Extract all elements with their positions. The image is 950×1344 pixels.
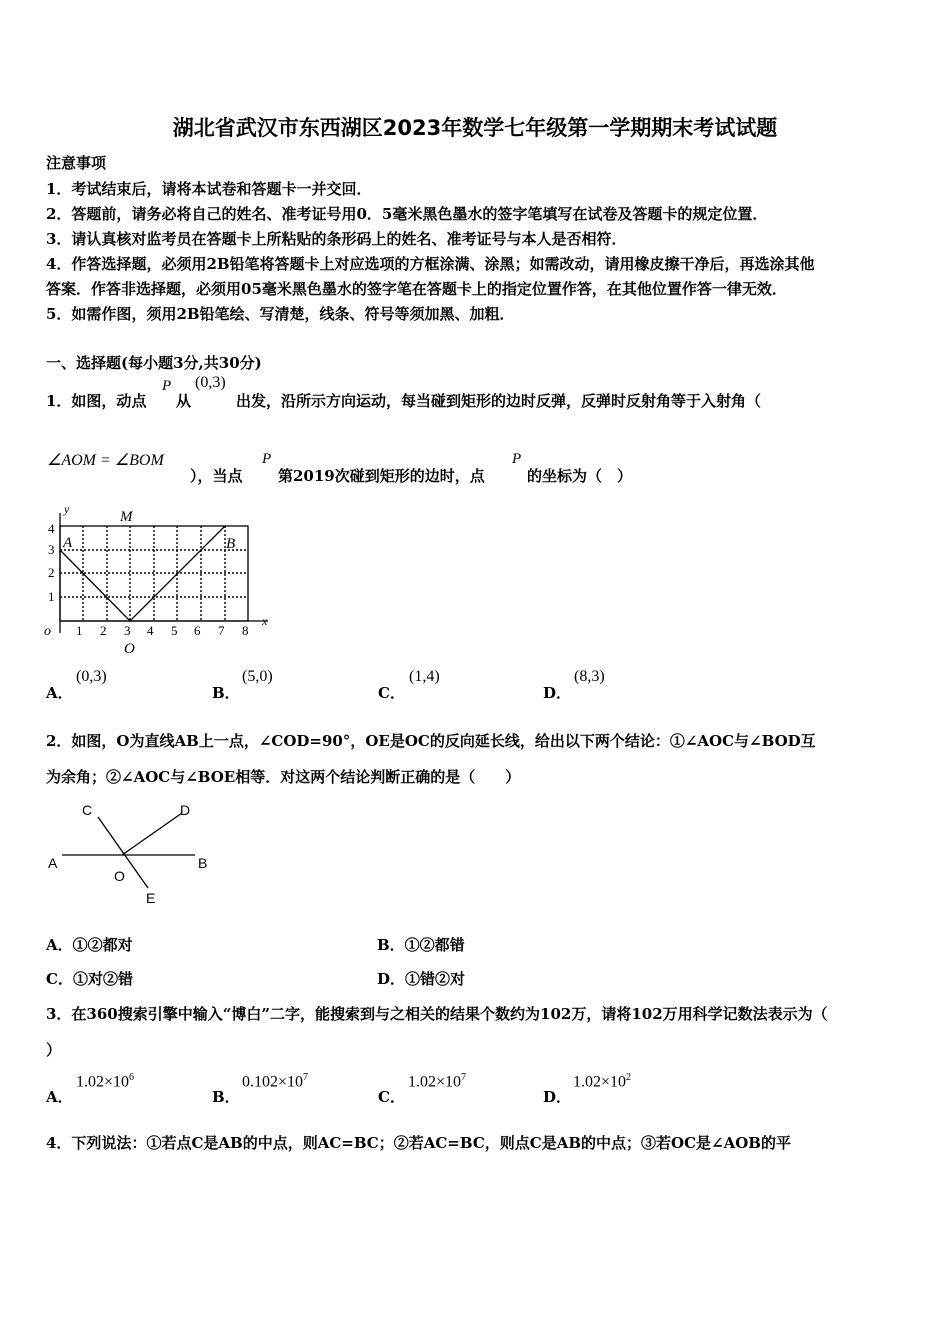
y-tick: 2	[48, 565, 55, 580]
q2-text: 为余角；②∠AOC与∠BOE相等．对这两个结论判断正确的是（ ）	[46, 768, 521, 786]
label-b: B	[226, 536, 236, 552]
q1-text: 从	[176, 392, 192, 410]
q4-text: 4．下列说法：①若点C是AB的中点，则AC=BC；②若AC=BC，则点C是AB的中点；③若OC是∠AOB的平	[46, 1134, 791, 1152]
q3-text: 3．在360搜索引擎中输入“博白”二字，能搜索到与之相关的结果个数约为102万，请将102万用科学记数法表示为（	[46, 1005, 828, 1023]
x-tick: 1	[76, 623, 83, 638]
label-m: M	[120, 509, 133, 525]
label-o-point: O	[124, 641, 135, 655]
x-tick: 6	[194, 623, 201, 638]
q1-option-b-label[interactable]: B．	[212, 684, 240, 702]
q3-text: ）	[46, 1041, 62, 1059]
label-c: C	[82, 802, 93, 818]
q1-text: ），当点	[190, 467, 243, 485]
q1-option-b[interactable]: (5,0)	[242, 668, 273, 685]
q1-p: P	[512, 451, 522, 467]
exponent: 7	[303, 1072, 309, 1083]
label-a: A	[48, 855, 58, 871]
q1-option-a[interactable]: (0,3)	[76, 668, 107, 685]
label-d: D	[180, 802, 191, 818]
label-a: A	[63, 535, 73, 551]
q1-text: 的坐标为（ ）	[527, 467, 633, 485]
exponent: 6	[129, 1072, 135, 1083]
q1-option-a-label[interactable]: A．	[46, 684, 73, 702]
mantissa: 1.02×10	[76, 1073, 130, 1091]
q3-option-d-label[interactable]: D．	[543, 1088, 572, 1106]
mantissa: 1.02×10	[408, 1073, 462, 1091]
mantissa: 0.102×10	[242, 1073, 304, 1091]
q3-option-a[interactable]	[76, 1072, 134, 1091]
x-tick: 3	[124, 623, 131, 638]
x-tick: 4	[147, 623, 154, 638]
label-e: E	[146, 890, 156, 906]
notice-item: 答案．作答非选择题，必须用05毫米黑色墨水的签字笔在答题卡上的指定位置作答，在其他位置作答一律无效．	[46, 280, 787, 298]
notice-item: 1．考试结束后，请将本试卷和答题卡一并交回．	[46, 180, 372, 198]
x-tick: 8	[242, 623, 249, 638]
notice-item: 5．如需作图，须用2B铅笔绘、写清楚，线条、符号等须加黑、加粗．	[46, 305, 515, 323]
q1-coord: (0,3)	[195, 374, 226, 391]
q1-p: P	[262, 451, 272, 467]
label-y-axis: y	[64, 503, 70, 516]
x-tick: 7	[218, 623, 225, 638]
page-title: 湖北省武汉市东西湖区2023年数学七年级第一学期期末考试试题	[172, 116, 778, 140]
q2-text: 2．如图，O为直线AB上一点，∠COD=90°，OE是OC的反向延长线，给出以下两个结论：①∠AOC与∠BOD互	[46, 732, 816, 750]
mantissa: 1.02×10	[573, 1073, 627, 1091]
label-origin: o	[44, 624, 51, 639]
q2-option-d[interactable]: D．①错②对	[377, 970, 466, 988]
label-o: O	[114, 868, 125, 884]
q1-text: 1．如图，动点	[46, 392, 147, 410]
q3-option-b-label[interactable]: B．	[212, 1088, 240, 1106]
q2-figure	[40, 795, 220, 910]
q3-option-d[interactable]	[573, 1072, 631, 1091]
q2-option-b[interactable]: B．①②都错	[377, 936, 465, 954]
q1-option-c-label[interactable]: C．	[378, 684, 405, 702]
x-tick: 2	[100, 623, 107, 638]
q1-option-c[interactable]: (1,4)	[409, 668, 440, 685]
exponent: 7	[461, 1072, 467, 1083]
q3-option-b[interactable]	[242, 1072, 308, 1091]
exponent: 2	[626, 1072, 632, 1083]
q1-option-d-label[interactable]: D．	[543, 684, 572, 702]
notice-heading: 注意事项	[46, 154, 107, 172]
q1-text: 出发，沿所示方向运动，每当碰到矩形的边时反弹，反弹时反射角等于入射角（	[236, 392, 762, 410]
q1-figure	[40, 503, 280, 655]
q1-angle: ∠AOM = ∠BOM	[47, 452, 164, 469]
label-x-axis: x	[262, 614, 268, 628]
q3-option-c-label[interactable]: C．	[378, 1088, 405, 1106]
label-b: B	[198, 855, 208, 871]
notice-item: 4．作答选择题，必须用2B铅笔将答题卡上对应选项的方框涂满、涂黑；如需改动，请用橡皮擦干净后，再选涂其他	[46, 255, 815, 273]
q1-option-d[interactable]: (8,3)	[574, 668, 605, 685]
notice-item: 3．请认真核对监考员在答题卡上所粘贴的条形码上的姓名、准考证号与本人是否相符．	[46, 230, 627, 248]
q3-option-c[interactable]	[408, 1072, 466, 1091]
section-heading: 一、选择题(每小题3分,共30分)	[46, 354, 262, 372]
x-tick: 5	[171, 623, 178, 638]
q2-option-a[interactable]: A．①②都对	[46, 936, 133, 954]
q2-option-c[interactable]: C．①对②错	[46, 970, 133, 988]
notice-item: 2．答题前，请务必将自己的姓名、准考证号用0．5毫米黑色墨水的签字笔填写在试卷及答题卡的规定位置．	[46, 205, 768, 223]
q3-option-a-label[interactable]: A．	[46, 1088, 73, 1106]
y-tick: 4	[48, 521, 55, 536]
y-tick: 3	[48, 542, 55, 557]
q1-text: 第2019次碰到矩形的边时，点	[278, 467, 485, 485]
q1-p: P	[162, 378, 172, 394]
y-tick: 1	[48, 589, 55, 604]
